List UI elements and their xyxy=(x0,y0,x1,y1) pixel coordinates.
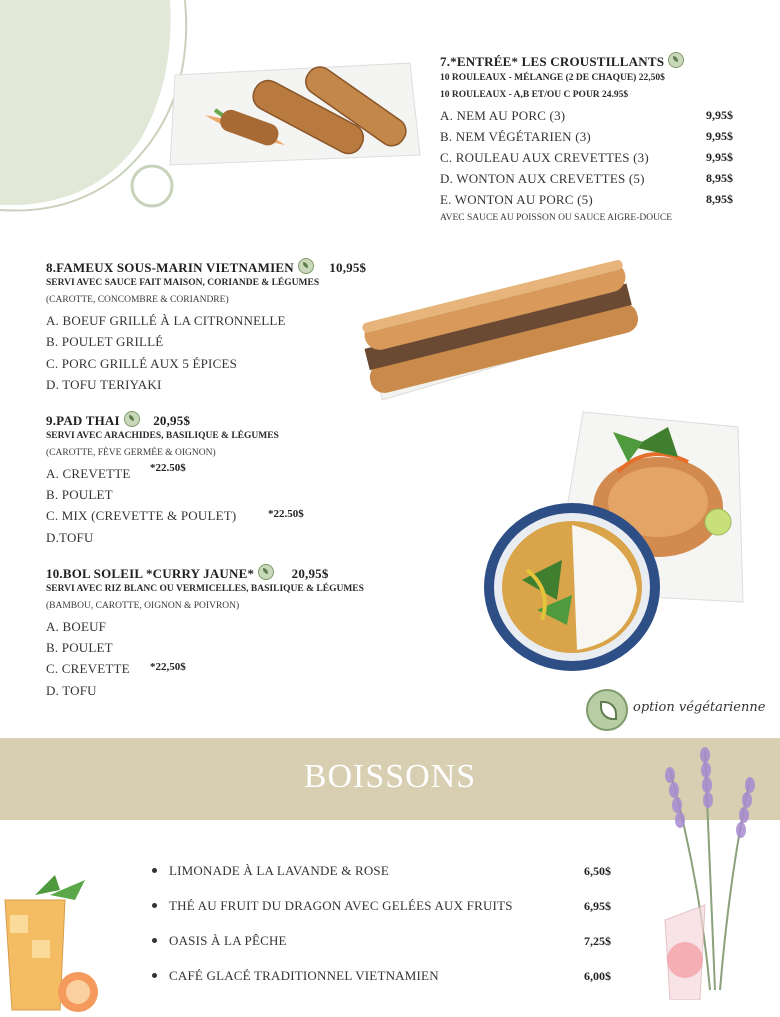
padthai-price: 20,95$ xyxy=(153,413,191,428)
entree-price: 8,95$ xyxy=(706,192,733,206)
curry-extra: *22,50$ xyxy=(150,661,186,673)
sousmarin-price: 10,95$ xyxy=(329,260,367,275)
drink-item: THÉ AU FRUIT DU DRAGON AVEC GELÉES AUX FRUITS xyxy=(152,898,513,914)
drink-item: CAFÉ GLACÉ TRADITIONNEL VIETNAMIEN xyxy=(152,968,439,984)
bullet-icon xyxy=(152,903,157,908)
entree-price: 9,95$ xyxy=(706,108,733,122)
entree-combo-1: 10 ROULEAUX - MÉLANGE (2 DE CHAQUE) 22,50$ xyxy=(440,73,665,83)
padthai-item: B. POULET xyxy=(46,487,113,502)
entree-item: B. NEM VÉGÉTARIEN (3) xyxy=(440,129,591,144)
drink-item: OASIS À LA PÊCHE xyxy=(152,933,287,949)
vegetarian-leaf-icon xyxy=(668,52,684,68)
sousmarin-item: B. POULET GRILLÉ xyxy=(46,334,164,349)
iced-tea-image xyxy=(0,870,110,1015)
entree-item: A. NEM AU PORC (3) xyxy=(440,108,566,123)
entree-combo-2: 10 ROULEAUX - A,B ET/OU C POUR 24.95$ xyxy=(440,90,629,100)
entree-note: AVEC SAUCE AU POISSON OU SAUCE AIGRE-DOUCE xyxy=(440,213,673,223)
bullet-icon xyxy=(152,868,157,873)
drink-item: LIMONADE À LA LAVANDE & ROSE xyxy=(152,863,389,879)
curry-item: B. POULET xyxy=(46,640,113,655)
vegetarian-leaf-icon xyxy=(258,564,274,580)
padthai-item: D.TOFU xyxy=(46,530,94,545)
padthai-item: C. MIX (CREVETTE & POULET) xyxy=(46,508,237,523)
spring-rolls-image xyxy=(165,55,425,175)
sousmarin-served: SERVI AVEC SAUCE FAIT MAISON, CORIANDE & LÉGUMES xyxy=(46,278,320,288)
curry-item: D. TOFU xyxy=(46,683,97,698)
entree-price: 9,95$ xyxy=(706,150,733,164)
drink-price: 6,00$ xyxy=(584,969,611,983)
entree-title: 7.*ENTRÉE* LES CROUSTILLANTS xyxy=(440,52,684,70)
curry-item: A. BOEUF xyxy=(46,619,107,634)
lavender-image xyxy=(640,730,780,1000)
boissons-title: BOISSONS xyxy=(303,758,477,795)
curry-bowl-image xyxy=(482,500,662,675)
sousmarin-item: A. BOEUF GRILLÉ À LA CITRONNELLE xyxy=(46,313,286,328)
sousmarin-item: C. PORC GRILLÉ AUX 5 ÉPICES xyxy=(46,356,238,371)
vegetarian-legend: option végétarienne xyxy=(633,700,766,715)
padthai-extra: *22.50$ xyxy=(150,462,186,474)
entree-price: 9,95$ xyxy=(706,129,733,143)
entree-item: D. WONTON AUX CREVETTES (5) xyxy=(440,171,645,186)
padthai-title: 9.PAD THAI 20,95$ xyxy=(46,413,191,428)
padthai-extra: *22.50$ xyxy=(268,508,304,520)
sousmarin-title: 8.FAMEUX SOUS-MARIN VIETNAMIEN 10,95$ xyxy=(46,260,367,275)
padthai-sub: (CAROTTE, FÈVE GERMÉE & OIGNON) xyxy=(46,448,216,458)
drink-price: 6,50$ xyxy=(584,864,611,878)
vegetarian-leaf-icon xyxy=(586,689,628,731)
curry-sub: (BAMBOU, CAROTTE, OIGNON & POIVRON) xyxy=(46,601,240,611)
entree-price: 8,95$ xyxy=(706,171,733,185)
bullet-icon xyxy=(152,938,157,943)
padthai-item: A. CREVETTE xyxy=(46,466,131,481)
drink-price: 6,95$ xyxy=(584,899,611,913)
vegetarian-leaf-icon xyxy=(124,411,140,427)
bullet-icon xyxy=(152,973,157,978)
entree-item: C. ROULEAU AUX CREVETTES (3) xyxy=(440,150,649,165)
sousmarin-sub: (CAROTTE, CONCOMBRE & CORIANDRE) xyxy=(46,295,229,305)
vegetarian-leaf-icon xyxy=(298,258,314,274)
padthai-served: SERVI AVEC ARACHIDES, BASILIQUE & LÉGUMES xyxy=(46,431,279,441)
curry-title: 10.BOL SOLEIL *CURRY JAUNE* 20,95$ xyxy=(46,566,329,581)
curry-item: C. CREVETTE xyxy=(46,661,130,676)
curry-price: 20,95$ xyxy=(291,566,329,581)
curry-served: SERVI AVEC RIZ BLANC OU VERMICELLES, BASILIQUE & LÉGUMES xyxy=(46,584,364,594)
sousmarin-item: D. TOFU TERIYAKI xyxy=(46,377,162,392)
drink-price: 7,25$ xyxy=(584,934,611,948)
banh-mi-image xyxy=(352,255,642,405)
entree-item: E. WONTON AU PORC (5) xyxy=(440,192,593,207)
